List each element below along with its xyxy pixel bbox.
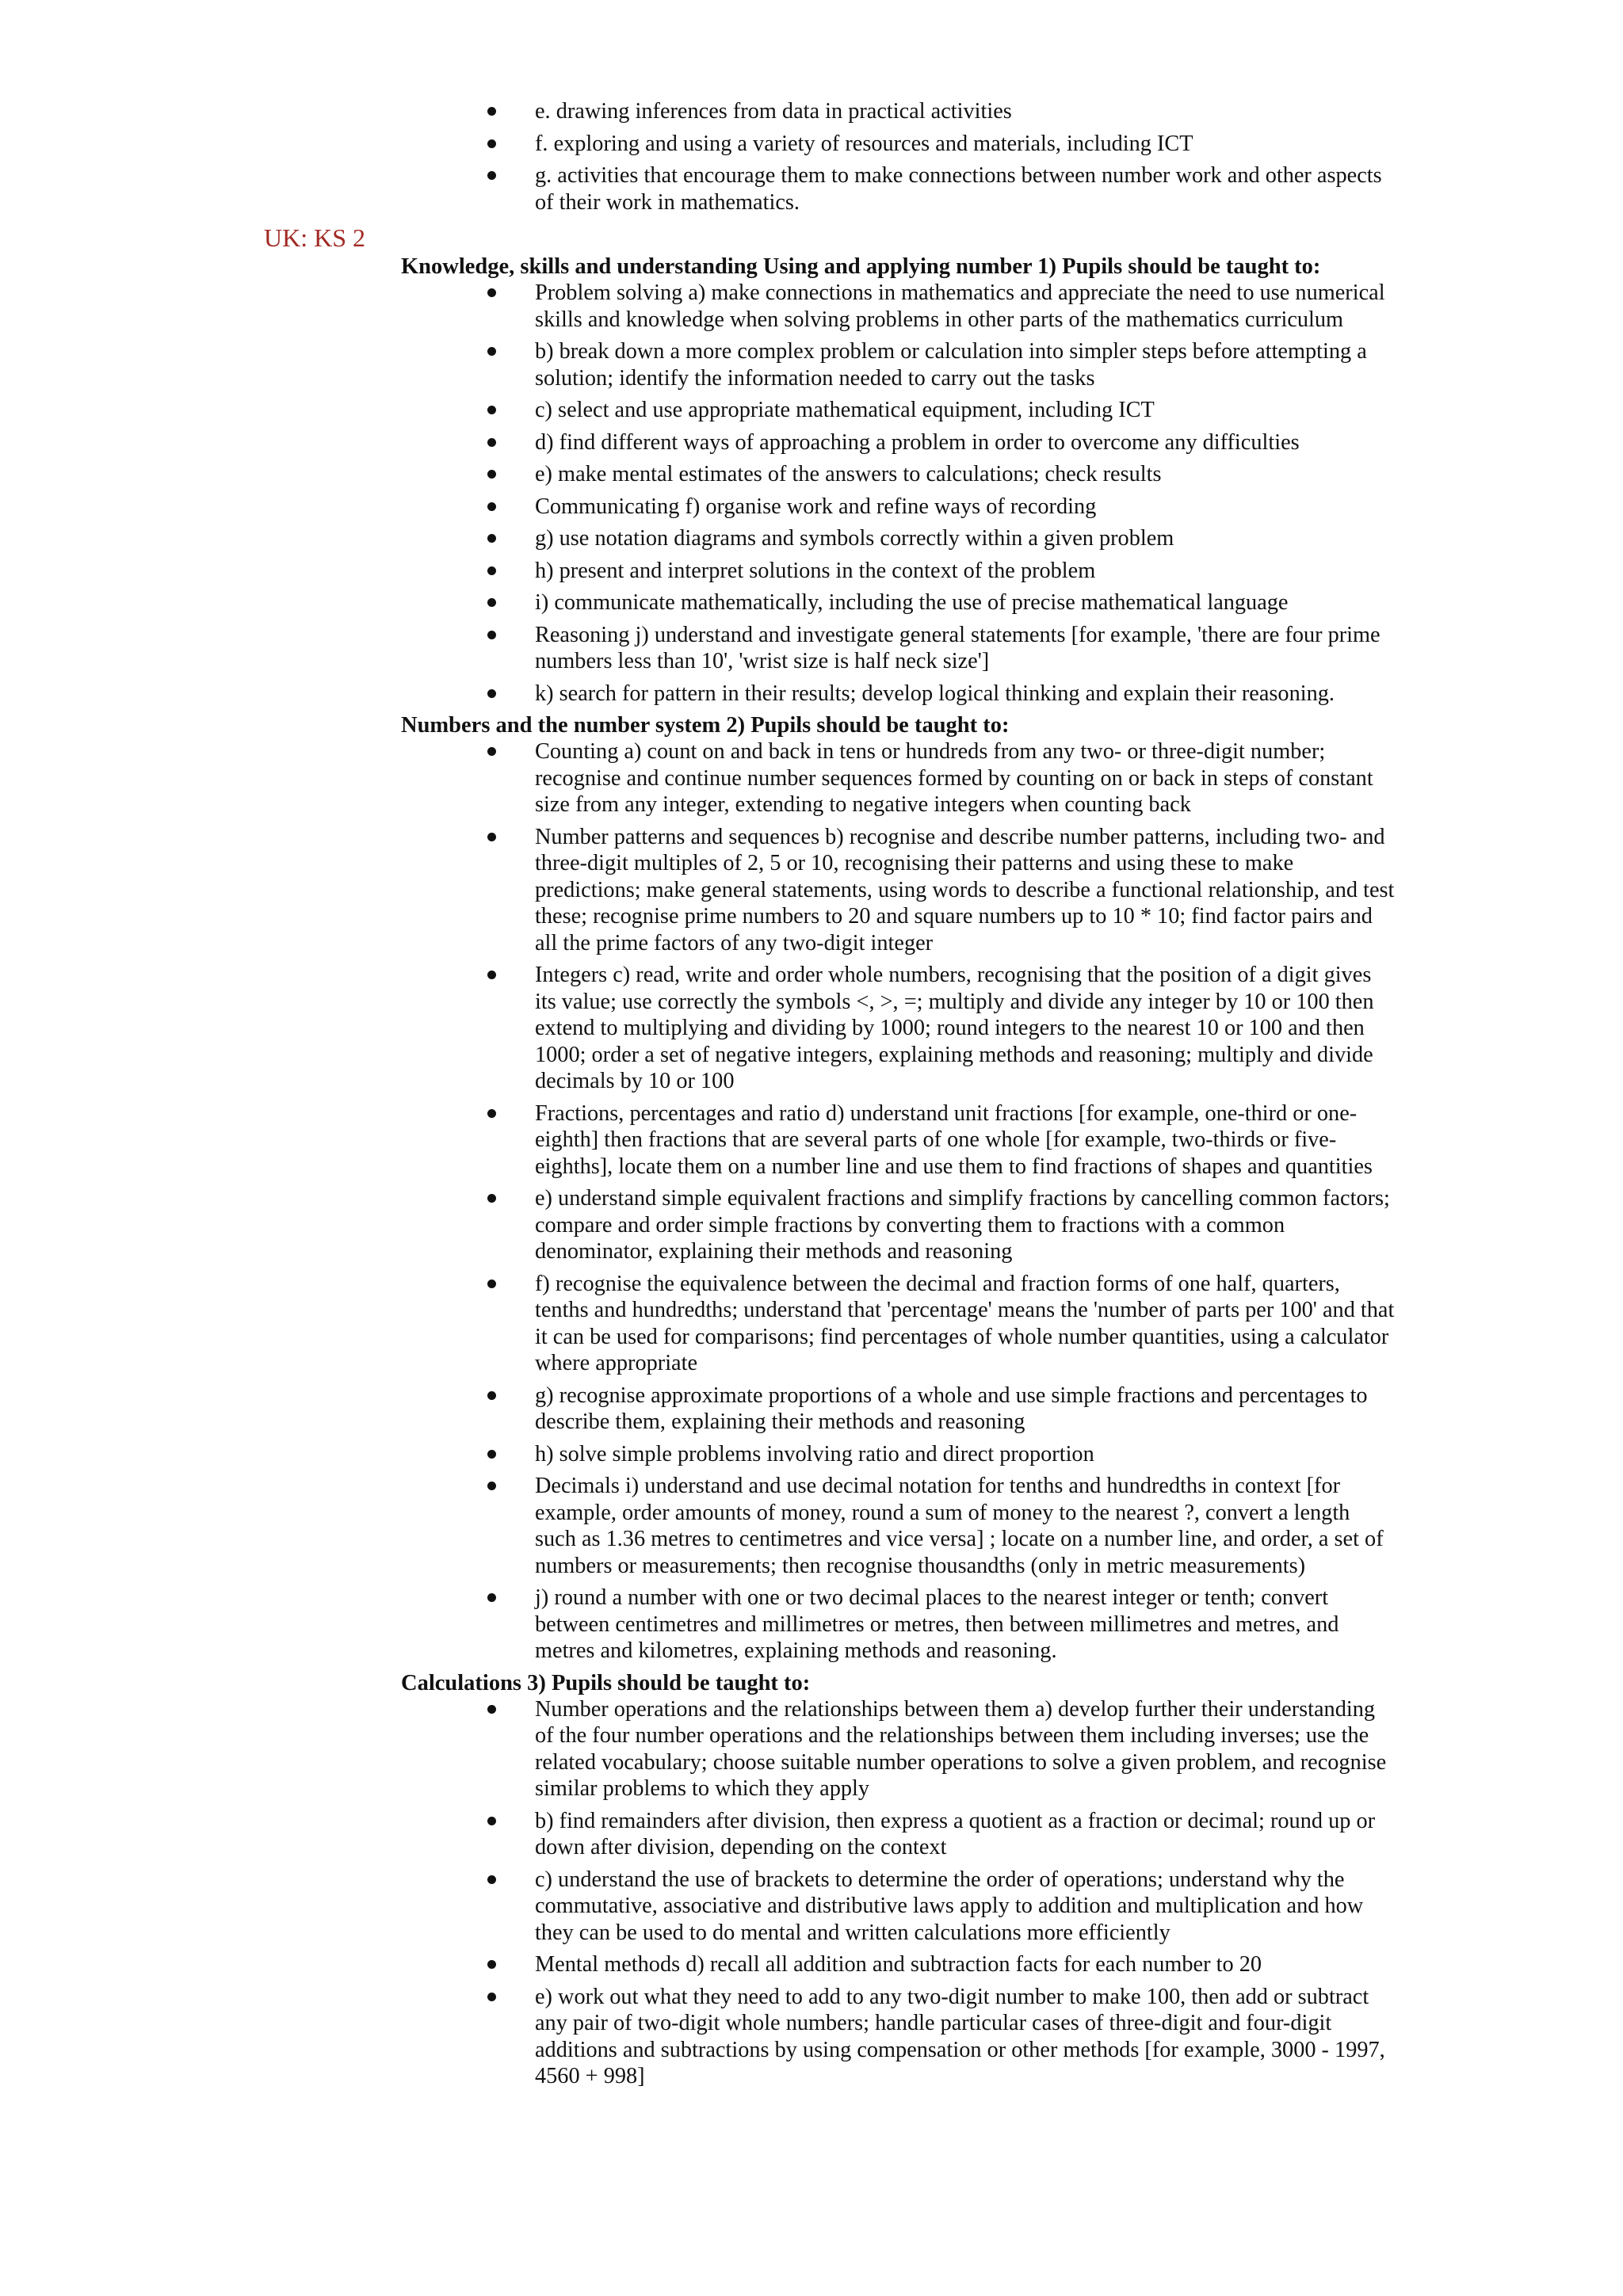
list-item: e) understand simple equivalent fractions and simplify fractions by cancelling common factors; compare and order simple fractions by converting them to fractions with a common denominator, explaining their methods and reasoning [0, 1185, 1395, 1265]
section-bullet-list [0, 1696, 1623, 2090]
list-item: f) recognise the equivalence between the decimal and fraction forms of one half, quarters, tenths and hundredths; understand that 'percentage' means the 'number of parts per 100' and that it can be used for comparisons; find percentages of whole number quantities, using a calculator where appropriate [0, 1271, 1395, 1377]
list-item: c) select and use appropriate mathematical equipment, including ICT [0, 397, 1395, 424]
list-item: f. exploring and using a variety of resources and materials, including ICT [0, 131, 1395, 158]
list-item: g) recognise approximate proportions of a whole and use simple fractions and percentages to describe them, explaining their methods and reasoning [0, 1383, 1395, 1436]
section-calculations [0, 1670, 1623, 2090]
list-item: Number operations and the relationships between them a) develop further their understanding of the four number operations and the relationships between them including inverses; use the related vocabulary; choose suitable number operations to solve a given problem, and recognise similar problems to which they apply [0, 1696, 1395, 1802]
list-item: e. drawing inferences from data in practical activities [0, 98, 1395, 125]
list-item: Communicating f) organise work and refine ways of recording [0, 494, 1395, 521]
list-item: Decimals i) understand and use decimal notation for tenths and hundredths in context [for example, order amounts of money, round a sum of money to the nearest ?, convert a length such as 1.36 metres to centimetres and vice versa] ; locate on a number line, and order, a set of numbers or measurements; then recognise thousandths (only in metric measurements) [0, 1473, 1395, 1579]
list-item: e) work out what they need to add to any two-digit number to make 100, then add or subtract any pair of two-digit whole numbers; handle particular cases of three-digit and four-digit additions and subtractions by using compensation or other methods [for example, 3000 - 1997, 4560 + 998] [0, 1984, 1395, 2090]
list-item: d) find different ways of approaching a problem in order to overcome any difficulties [0, 429, 1395, 456]
section-bullet-list [0, 280, 1623, 707]
list-item: Problem solving a) make connections in mathematics and appreciate the need to use numerical skills and knowledge when solving problems in other parts of the mathematics curriculum [0, 280, 1395, 333]
intro-list [0, 98, 1623, 221]
region-heading: UK: KS 2 [264, 223, 366, 252]
list-item: Number patterns and sequences b) recognise and describe number patterns, including two- and three-digit multiples of 2, 5 or 10, recognising their patterns and using these to make predictions; make general statements, using words to describe a functional relationship, and test these; recognise prime numbers to 20 and square numbers up to 10 * 10; find factor pairs and all the prime factors of any two-digit integer [0, 824, 1395, 957]
list-item: e) make mental estimates of the answers to calculations; check results [0, 461, 1395, 488]
section-using-and-applying-number [0, 254, 1623, 707]
list-item: b) break down a more complex problem or calculation into simpler steps before attempting a solution; identify the information needed to carry out the tasks [0, 338, 1395, 391]
list-item: Reasoning j) understand and investigate general statements [for example, 'there are four prime numbers less than 10', 'wrist size is half neck size'] [0, 622, 1395, 675]
list-item: Integers c) read, write and order whole numbers, recognising that the position of a digit gives its value; use correctly the symbols <, >, =; multiply and divide any integer by 10 or 100 then extend to multiplying and dividing by 1000; round integers to the nearest 10 or 100 and then 1000; order a set of negative integers, explaining methods and reasoning; multiply and divide decimals by 10 or 100 [0, 962, 1395, 1095]
list-item: j) round a number with one or two decimal places to the nearest integer or tenth; convert between centimetres and millimetres or metres, then between millimetres and metres, and metres and kilometres, explaining methods and reasoning. [0, 1585, 1395, 1665]
list-item: g) use notation diagrams and symbols correctly within a given problem [0, 525, 1395, 552]
list-item: Mental methods d) recall all addition and subtraction facts for each number to 20 [0, 1951, 1395, 1978]
curriculum-sections [0, 254, 1623, 2096]
list-item: i) communicate mathematically, including the use of precise mathematical language [0, 589, 1395, 616]
list-item: Fractions, percentages and ratio d) understand unit fractions [for example, one-third or one-eighth] then fractions that are several parts of one whole [for example, two-thirds or five-eighths], locate them on a number line and use them to find fractions of shapes and quantities [0, 1100, 1395, 1180]
list-item: h) solve simple problems involving ratio and direct proportion [0, 1441, 1395, 1468]
intro-bullet-list [0, 98, 1623, 215]
section-numbers-and-number-system [0, 712, 1623, 1665]
list-item: c) understand the use of brackets to determine the order of operations; understand why the commutative, associative and distributive laws apply to addition and multiplication and how they can be used to do mental and written calculations more efficiently [0, 1867, 1395, 1947]
list-item: k) search for pattern in their results; develop logical thinking and explain their reasoning. [0, 681, 1395, 707]
list-item: Counting a) count on and back in tens or hundreds from any two- or three-digit number; recognise and continue number sequences formed by counting on or back in steps of constant size from any integer, extending to negative integers when counting back [0, 738, 1395, 818]
section-heading: Calculations 3) Pupils should be taught to: [401, 1670, 811, 1695]
list-item: g. activities that encourage them to make connections between number work and other aspects of their work in mathematics. [0, 162, 1395, 215]
section-bullet-list [0, 738, 1623, 1665]
list-item: b) find remainders after division, then express a quotient as a fraction or decimal; round up or down after division, depending on the context [0, 1808, 1395, 1861]
list-item: h) present and interpret solutions in the context of the problem [0, 558, 1395, 585]
section-heading: Numbers and the number system 2) Pupils should be taught to: [401, 713, 1010, 738]
section-heading: Knowledge, skills and understanding Using and applying number 1) Pupils should be taught to: [401, 254, 1321, 279]
